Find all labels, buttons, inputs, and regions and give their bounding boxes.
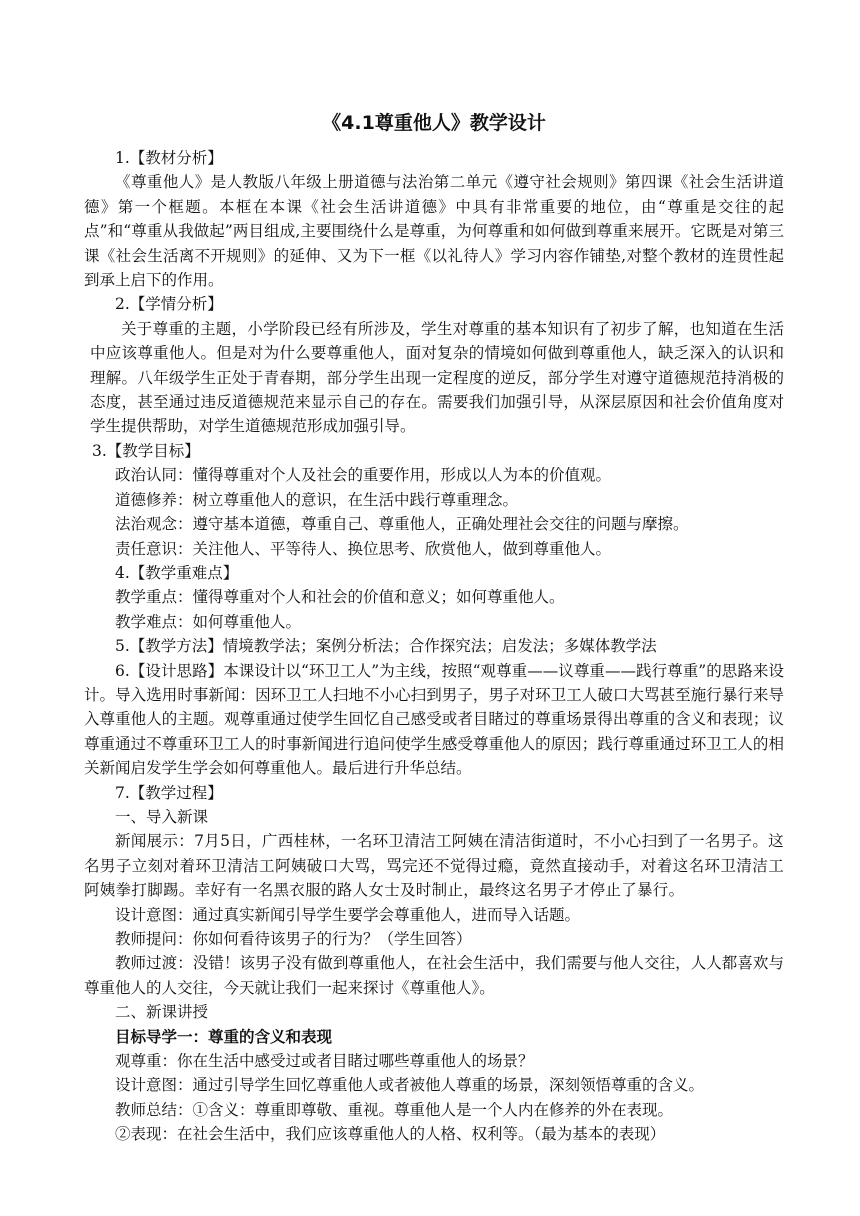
student-analysis-body: 关于尊重的主题，小学阶段已经有所涉及，学生对尊重的基本知识有了初步了解，也知道在生活中应该尊重他人。但是对为什么要尊重他人，面对复杂的情境如何做到尊重他人，缺乏深入的认识和理解。八年级学生正处于青春期，部分学生出现一定程度的逆反，部分学生对遵守道德规范持消极的态度，甚至通过违反道德规范来显示自己的存在。需要我们加强引导，从深层原因和社会价值角度对学生提供帮助，对学生道德规范形成加强引导。 bbox=[90, 319, 784, 436]
teacher-summary-meaning: 教师总结：①含义：尊重即尊敬、重视。尊重他人是一个人内在修养的外在表现。 bbox=[115, 1100, 674, 1119]
teacher-transition: 教师过渡：没错！该男子没有做到尊重他人，在社会生活中，我们需要与他人交往，人人都喜欢与尊重他人的人交往，今天就让我们一起来探讨《尊重他人》。 bbox=[84, 954, 784, 997]
goal-rule-of-law: 法治观念：遵守基本道德，尊重自己、尊重他人，正确处理社会交往的问题与摩擦。 bbox=[115, 515, 689, 534]
section-heading-student-analysis: 2.【学情分析】 bbox=[115, 295, 223, 314]
teacher-question: 教师提问：你如何看待该男子的行为？（学生回答） bbox=[115, 930, 472, 948]
goal-political-identity: 政治认同：懂得尊重对个人及社会的重要作用，形成以人为本的价值观。 bbox=[115, 466, 612, 485]
goal-responsibility: 责任意识：关注他人、平等待人、换位思考、欣赏他人，做到尊重他人。 bbox=[115, 539, 612, 558]
part-heading-introduction: 一、导入新课 bbox=[115, 807, 209, 826]
design-intent-2: 设计意图：通过引导学生回忆尊重他人或者被他人尊重的场景，深刻领悟尊重的含义。 bbox=[115, 1076, 705, 1095]
observe-respect-question: 观尊重：你在生活中感受过或者目睹过哪些尊重他人的场景？ bbox=[115, 1052, 534, 1071]
design-intent-1: 设计意图：通过真实新闻引导学生要学会尊重他人，进而导入话题。 bbox=[115, 905, 581, 924]
difficult-point: 教学难点：如何尊重他人。 bbox=[115, 612, 302, 631]
news-display: 新闻展示：7月5日，广西桂林，一名环卫清洁工阿姨在清洁街道时，不小心扫到了一名男子。这名男子立刻对着环卫清洁工阿姨破口大骂，骂完还不觉得过瘾，竟然直接动手，对着这名环卫清洁工阿姨拳打脚踢。幸好有一名黑衣服的路人女士及时制止，最终这名男子才停止了暴行。 bbox=[84, 832, 784, 900]
textbook-analysis-body: 《尊重他人》是人教版八年级上册道德与法治第二单元《遵守社会规则》第四课《社会生活讲道德》第一个框题。本框在本课《社会生活讲道德》中具有非常重要的地位，由“尊重是交往的起点”和“尊重从我做起”两目组成,主要围绕什么是尊重，为何尊重和如何做到尊重来展开。它既是对第三课《社会生活离不开规则》的延伸、又为下一框《以礼待人》学习内容作铺垫,对整个教材的连贯性起到承上启下的作用。 bbox=[84, 173, 784, 290]
teacher-summary-expression: ②表现：在社会生活中，我们应该尊重他人的人格、权利等。（最为基本的表现） bbox=[115, 1125, 666, 1144]
section-teaching-methods: 5.【教学方法】情境教学法；案例分析法；合作探究法；启发法；多媒体教学法 bbox=[115, 637, 657, 656]
key-point: 教学重点：懂得尊重对个人和社会的价值和意义；如何尊重他人。 bbox=[115, 588, 565, 607]
part-heading-new-lesson: 二、新课讲授 bbox=[115, 1003, 209, 1022]
goal-moral-cultivation: 道德修养：树立尊重他人的意识，在生活中践行尊重理念。 bbox=[115, 490, 519, 509]
section-heading-teaching-goals: 3.【教学目标】 bbox=[92, 441, 200, 460]
document-title: 《4.1尊重他人》教学设计 bbox=[322, 112, 546, 134]
target-guide-1: 目标导学一：尊重的含义和表现 bbox=[115, 1027, 333, 1046]
section-design-idea: 6.【设计思路】本课设计以“环卫工人”为主线，按照“观尊重——议尊重——践行尊重”的思路来设计。导入选用时事新闻：因环卫工人扫地不小心扫到男子，男子对环卫工人破口大骂甚至施行暴行来导入尊重他人的主题。观尊重通过使学生回忆自己感受或者目睹过的尊重场景得出尊重的含义和表现；议尊重通过不尊重环卫工人的时事新闻进行追问使学生感受尊重他人的原因；践行尊重通过环卫工人的相关新闻启发学生学会如何尊重他人。最后进行升华总结。 bbox=[84, 661, 784, 778]
section-heading-teaching-process: 7.【教学过程】 bbox=[115, 783, 223, 802]
section-heading-key-points: 4.【教学重难点】 bbox=[115, 563, 239, 582]
document-page bbox=[84, 110, 784, 1147]
section-heading-textbook-analysis: 1.【教材分析】 bbox=[115, 149, 223, 167]
